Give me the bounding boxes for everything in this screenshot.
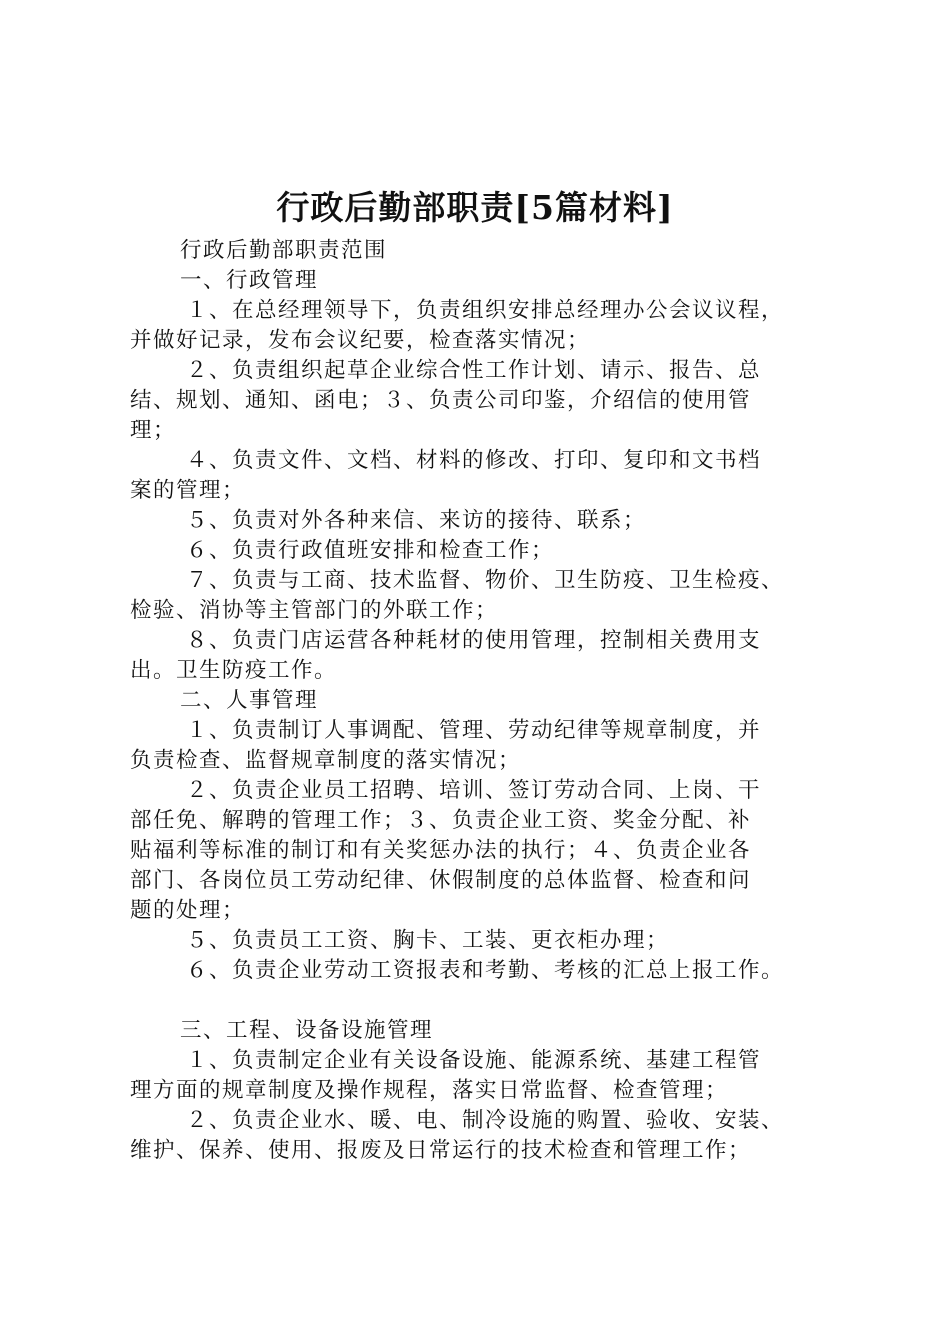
text-line: 结、规划、通知、函电；３、负责公司印鉴，介绍信的使用管 xyxy=(130,388,752,413)
text-line: 出。卫生防疫工作。 xyxy=(130,658,338,683)
text-line: 案的管理； xyxy=(130,478,246,503)
text-line: １、在总经理领导下，负责组织安排总经理办公会议议程， xyxy=(186,298,785,323)
text-line: ５、负责员工工资、胸卡、工装、更衣柜办理； xyxy=(186,928,670,953)
text-line: 并做好记录，发布会议纪要，检查落实情况； xyxy=(130,328,591,353)
text-line: １、负责制定企业有关设备设施、能源系统、基建工程管 xyxy=(186,1048,762,1073)
text-line: ２、负责组织起草企业综合性工作计划、请示、报告、总 xyxy=(186,358,762,383)
document-body xyxy=(130,236,842,1166)
text-line: 检验、消协等主管部门的外联工作； xyxy=(130,598,499,623)
text-line: 负责检查、监督规章制度的落实情况； xyxy=(130,748,522,773)
text-line: 贴福利等标准的制订和有关奖惩办法的执行；４、负责企业各 xyxy=(130,838,752,863)
text-line: 维护、保养、使用、报废及日常运行的技术检查和管理工作； xyxy=(130,1138,752,1163)
text-line: ２、负责企业水、暖、电、制冷设施的购置、验收、安装、 xyxy=(186,1108,785,1133)
text-line: 题的处理； xyxy=(130,898,246,923)
text-line: 理； xyxy=(130,418,177,443)
text-line: 一、行政管理 xyxy=(180,268,319,293)
text-line: ６、负责企业劳动工资报表和考勤、考核的汇总上报工作。 xyxy=(186,958,785,983)
text-line: 部任免、解聘的管理工作；３、负责企业工资、奖金分配、补 xyxy=(130,808,752,833)
text-line: 理方面的规章制度及操作规程，落实日常监督、检查管理； xyxy=(130,1078,729,1103)
text-line: ７、负责与工商、技术监督、物价、卫生防疫、卫生检疫、 xyxy=(186,568,785,593)
text-line: ８、负责门店运营各种耗材的使用管理，控制相关费用支 xyxy=(186,628,762,653)
text-line: ４、负责文件、文档、材料的修改、打印、复印和文书档 xyxy=(186,448,762,473)
blank-line xyxy=(130,986,842,1016)
text-line: ５、负责对外各种来信、来访的接待、联系； xyxy=(186,508,647,533)
text-line: 二、人事管理 xyxy=(180,688,319,713)
text-line: ６、负责行政值班安排和检查工作； xyxy=(186,538,555,563)
text-line: 部门、各岗位员工劳动纪律、休假制度的总体监督、检查和问 xyxy=(130,868,752,893)
document-title: 行政后勤部职责[5篇材料] xyxy=(276,188,674,227)
text-line: ２、负责企业员工招聘、培训、签订劳动合同、上岗、干 xyxy=(186,778,762,803)
text-line: 行政后勤部职责范围 xyxy=(180,238,388,263)
text-line: 三、工程、设备设施管理 xyxy=(180,1018,434,1043)
text-line: １、负责制订人事调配、管理、劳动纪律等规章制度，并 xyxy=(186,718,762,743)
